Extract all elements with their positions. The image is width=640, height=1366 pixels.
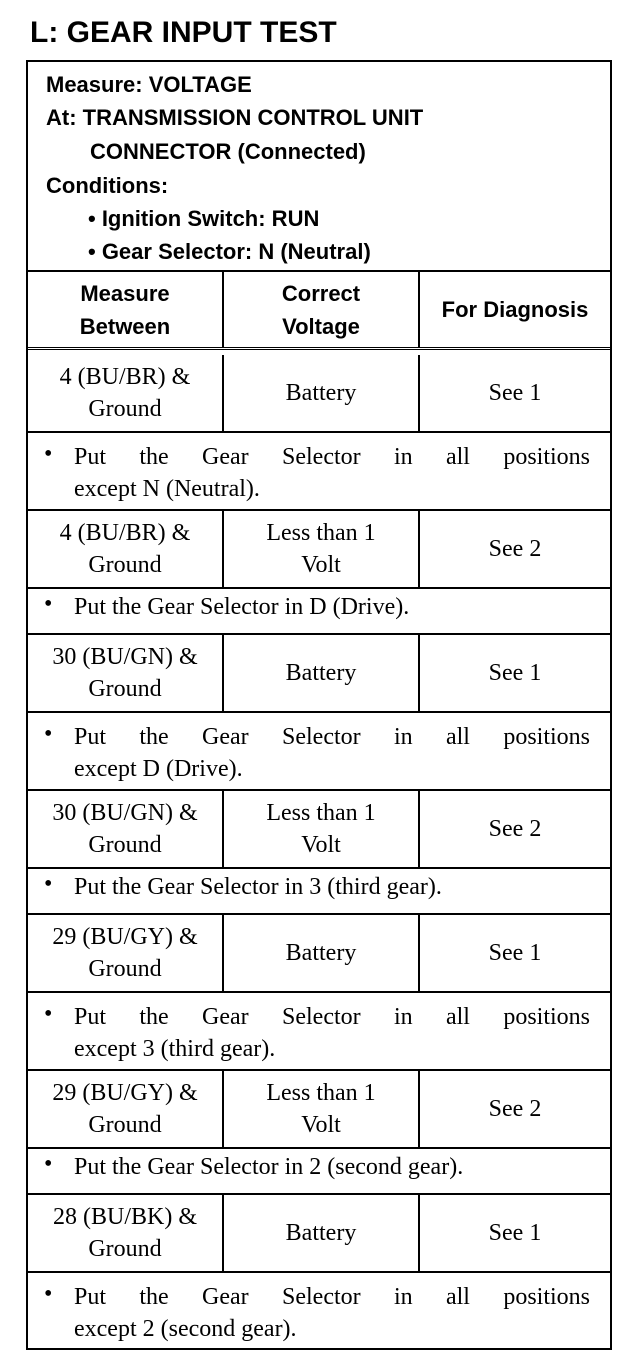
voltage-text: Battery: [285, 380, 357, 406]
table-row: [28, 635, 610, 713]
note-text: Put the Gear Selector in all positions: [74, 724, 590, 750]
diagnosis-cell: [420, 791, 610, 867]
bullet: •: [44, 1281, 53, 1307]
ground-text: Ground: [88, 832, 162, 858]
voltage-text: Less than 1: [266, 1080, 376, 1106]
procedure-note: [28, 869, 610, 915]
procedure-note: [28, 433, 610, 511]
at-label-line1: At: TRANSMISSION CONTROL UNIT: [46, 105, 424, 130]
diagnosis-text: See 1: [488, 940, 542, 966]
procedure-note: [28, 1273, 610, 1348]
note-text: Put the Gear Selector in 3 (third gear).: [74, 874, 442, 900]
procedure-note: [28, 713, 610, 791]
voltage-cell: [224, 511, 418, 587]
ground-text: Ground: [88, 956, 162, 982]
bullet: •: [44, 441, 53, 467]
bullet: •: [44, 591, 53, 617]
terminal-text: 28 (BU/BK) &: [53, 1204, 197, 1230]
test-table-frame: [26, 60, 612, 1350]
condition-item: • Gear Selector: N (Neutral): [88, 239, 371, 264]
header-text: Correct: [281, 280, 361, 306]
diagnosis-text: See 2: [488, 816, 542, 842]
at-label-line2: CONNECTOR (Connected): [90, 139, 366, 164]
header-text: Between: [79, 313, 171, 339]
measure-label: Measure: VOLTAGE: [46, 72, 252, 97]
diagnosis-cell: [420, 915, 610, 991]
measure-between-cell: [28, 791, 222, 867]
measure-between-cell: [28, 355, 222, 431]
voltage-cell: [224, 1195, 418, 1271]
note-text: Put the Gear Selector in all positions: [74, 1284, 590, 1310]
terminal-text: 4 (BU/BR) &: [59, 520, 191, 546]
terminal-text: 4 (BU/BR) &: [59, 364, 191, 390]
table-row: [28, 1071, 610, 1149]
voltage-text: Less than 1: [266, 520, 376, 546]
measure-between-cell: [28, 1195, 222, 1271]
diagnosis-cell: [420, 511, 610, 587]
ground-text: Ground: [88, 552, 162, 578]
note-text: Put the Gear Selector in all positions: [74, 1004, 590, 1030]
diagnosis-text: See 1: [488, 1220, 542, 1246]
condition-item: • Ignition Switch: RUN: [88, 206, 320, 231]
header-text: Voltage: [282, 313, 360, 339]
page-title: L: GEAR INPUT TEST: [30, 16, 337, 49]
procedure-note: [28, 589, 610, 635]
diagnosis-text: See 2: [488, 1096, 542, 1122]
voltage-cell: [224, 355, 418, 431]
procedure-note: [28, 1149, 610, 1195]
terminal-text: 30 (BU/GN) &: [52, 800, 198, 826]
voltage-cell: [224, 635, 418, 711]
terminal-text: 30 (BU/GN) &: [52, 644, 198, 670]
header-text: For Diagnosis: [441, 297, 589, 322]
diagnosis-text: See 2: [488, 536, 542, 562]
bullet: •: [44, 1151, 53, 1177]
ground-text: Ground: [88, 676, 162, 702]
ground-text: Ground: [88, 1236, 162, 1262]
measure-between-cell: [28, 635, 222, 711]
terminal-text: 29 (BU/GY) &: [52, 1080, 198, 1106]
diagnosis-cell: [420, 635, 610, 711]
note-text: Put the Gear Selector in all positions: [74, 444, 590, 470]
note-text: Put the Gear Selector in 2 (second gear).: [74, 1154, 464, 1180]
measure-between-cell: [28, 1071, 222, 1147]
voltage-text: Battery: [285, 660, 357, 686]
ground-text: Ground: [88, 1112, 162, 1138]
voltage-cell: [224, 791, 418, 867]
note-text: except 3 (third gear).: [74, 1036, 276, 1062]
bullet: •: [44, 1001, 53, 1027]
terminal-text: 29 (BU/GY) &: [52, 924, 198, 950]
note-text: Put the Gear Selector in D (Drive).: [74, 594, 410, 620]
table-header: [28, 270, 610, 350]
measure-between-cell: [28, 511, 222, 587]
voltage-text: Volt: [301, 832, 341, 858]
conditions-label: Conditions:: [46, 173, 169, 198]
table-row: [28, 1195, 610, 1273]
voltage-text: Battery: [285, 1220, 357, 1246]
diagnosis-cell: [420, 355, 610, 431]
header-for-diagnosis: [420, 272, 610, 347]
bullet: •: [44, 721, 53, 747]
voltage-text: Volt: [301, 552, 341, 578]
ground-text: Ground: [88, 396, 162, 422]
header-text: Measure: [80, 280, 170, 306]
header-measure-between: [28, 272, 222, 347]
voltage-text: Volt: [301, 1112, 341, 1138]
diagnosis-text: See 1: [488, 380, 542, 406]
procedure-note: [28, 993, 610, 1071]
conditions-block: [28, 62, 610, 270]
measure-between-cell: [28, 915, 222, 991]
voltage-text: Battery: [285, 940, 357, 966]
note-text: except D (Drive).: [74, 756, 243, 782]
table-row: [28, 791, 610, 869]
header-correct-voltage: [224, 272, 418, 347]
voltage-cell: [224, 915, 418, 991]
table-row: [28, 511, 610, 589]
bullet: •: [44, 871, 53, 897]
diagnosis-cell: [420, 1195, 610, 1271]
diagnosis-text: See 1: [488, 660, 542, 686]
note-text: except N (Neutral).: [74, 476, 260, 502]
voltage-cell: [224, 1071, 418, 1147]
table-row: [28, 915, 610, 993]
note-text: except 2 (second gear).: [74, 1316, 297, 1342]
table-row: [28, 355, 610, 433]
diagnosis-cell: [420, 1071, 610, 1147]
voltage-text: Less than 1: [266, 800, 376, 826]
